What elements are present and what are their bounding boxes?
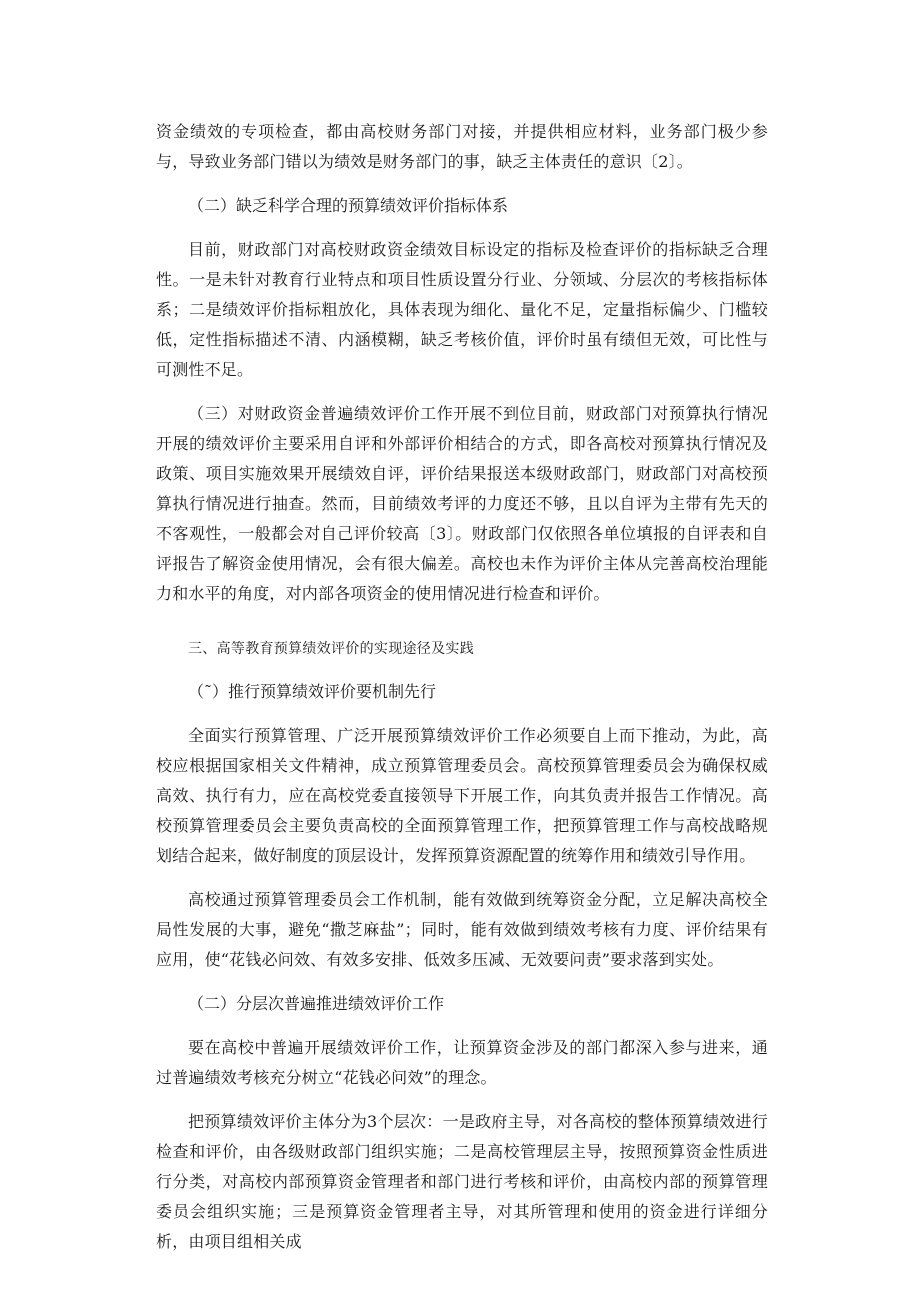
- paragraph-1: 资金绩效的专项检查，都由高校财务部门对接，并提供相应材料，业务部门极少参与，导致业务部门错以为绩效是财务部门的事，缺乏主体责任的意识〔2〕。: [156, 122, 768, 171]
- paragraph-5: 高校通过预算管理委员会工作机制，能有效做到统筹资金分配，立足解决高校全局性发展的大事，避免“撒芝麻盐”；同时，能有效做到绩效考核有力度、评价结果有应用，使“花钱必问效、有效多安排、低效多压减、无效要问责”要求落到实处。: [156, 890, 768, 969]
- paragraph-2: 目前，财政部门对高校财政资金绩效目标设定的指标及检查评价的指标缺乏合理性。一是未针对教育行业特点和项目性质设置分行业、分领域、分层次的考核指标体系；二是绩效评价指标粗放化，具体表现为细化、量化不足，定量指标偏少、门槛较低，定性指标描述不清、内涵模糊，缺乏考核价值，评价时虽有绩但无效，可比性与可测性不足。: [156, 240, 768, 379]
- section-heading-3: 三、高等教育预算绩效评价的实现途径及实践: [188, 641, 474, 657]
- document-page: [156, 117, 768, 1257]
- paragraph-4: 全面实行预算管理、广泛开展预算绩效评价工作必须要自上而下推动，为此，高校应根据国家相关文件精神，成立预算管理委员会。高校预算管理委员会为确保权威高效、执行有力，应在高校党委直接领导下开展工作，向其负责并报告工作情况。高校预算管理委员会主要负责高校的全面预算管理工作，把预算管理工作与高校战略规划结合起来，做好制度的顶层设计，发挥预算资源配置的统筹作用和绩效引导作用。: [156, 726, 768, 865]
- subheading-3-1: （˜）推行预算绩效评价要机制先行: [188, 682, 437, 701]
- subheading-3-2: （二）分层次普遍推进绩效评价工作: [188, 994, 445, 1013]
- paragraph-7: 把预算绩效评价主体分为3个层次：一是政府主导，对各高校的整体预算绩效进行检查和评价，由各级财政部门组织实施；二是高校管理层主导，按照预算资金性质进行分类，对高校内部预算资金管理者和部门进行考核和评价，由高校内部的预算管理委员会组织实施；三是预算资金管理者主导，对其所管理和使用的资金进行详细分析，由项目组相关成: [156, 1112, 768, 1251]
- subheading-2-2: （二）缺乏科学合理的预算绩效评价指标体系: [188, 196, 509, 215]
- paragraph-3: （三）对财政资金普遍绩效评价工作开展不到位目前，财政部门对预算执行情况开展的绩效评价主要采用自评和外部评价相结合的方式，即各高校对预算执行情况及政策、项目实施效果开展绩效自评，评价结果报送本级财政部门，财政部门对高校预算执行情况进行抽查。然而，目前绩效考评的力度还不够，且以自评为主带有先天的不客观性，一般都会对自己评价较高〔3〕。财政部门仅依照各单位填报的自评表和自评报告了解资金使用情况，会有很大偏差。高校也未作为评价主体从完善高校治理能力和水平的角度，对内部各项资金的使用情况进行检查和评价。: [156, 404, 768, 603]
- paragraph-6: 要在高校中普遍开展绩效评价工作，让预算资金涉及的部门都深入参与进来，通过普遍绩效考核充分树立“花钱必问效”的理念。: [156, 1038, 768, 1087]
